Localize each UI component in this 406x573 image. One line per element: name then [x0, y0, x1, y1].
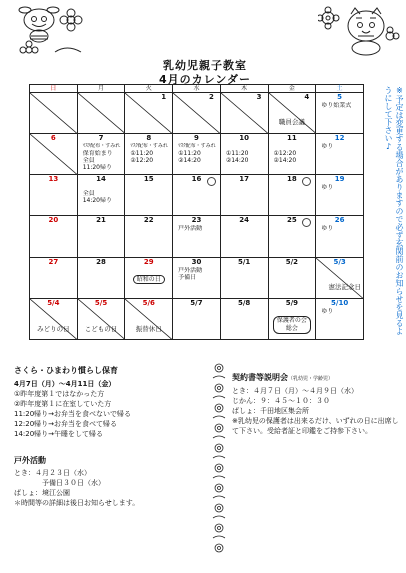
day-number: 24 [239, 216, 250, 225]
day-number: 5/10 [331, 298, 349, 307]
day-number: 5/6 [142, 298, 155, 307]
day-number: 5 [337, 93, 343, 101]
contract-line: ばしょ：千田地区集会所 [232, 407, 309, 415]
day-cell [125, 93, 173, 134]
day-number: 5/2 [285, 257, 299, 266]
day-cell [316, 93, 364, 134]
day-cell [30, 298, 78, 339]
day-number: 1 [161, 93, 167, 101]
day-cell [220, 134, 268, 175]
day-cell [268, 93, 316, 134]
event-line: 保育始まり [82, 150, 113, 158]
day-number: 14 [96, 175, 106, 184]
contract-line: ※乳幼児の保護者は出来るだけ、いずれの日に出席して下さい。受給者証と印鑑をご持参下さい。 [232, 417, 399, 435]
event-line: ①11:20 [178, 150, 201, 158]
event-line: ﾏｽｸ配布・すみれ [82, 143, 121, 150]
contract-line: じかん：９：４５～１０：３０ [232, 397, 330, 405]
event-yuri: ゆり [321, 225, 334, 233]
day-cell [316, 257, 364, 298]
event-line: ②12:20 [130, 157, 154, 165]
event-holiday: 振替休日 [135, 324, 162, 333]
day-number: 2 [208, 93, 214, 101]
day-number: 20 [48, 216, 59, 225]
calendar-week [30, 257, 364, 298]
day-cell [316, 216, 364, 257]
day-cell [173, 298, 221, 339]
day-cell [316, 175, 364, 216]
day-cell [220, 298, 268, 339]
calendar-week [30, 93, 364, 134]
sakura-line: ②昨年度第１に在室していた方 [14, 400, 112, 408]
circle-mark [302, 218, 311, 227]
sakura-heading: さくら・ひまわり慣らし保育 [14, 366, 118, 375]
day-cell [77, 257, 125, 298]
day-number: 16 [191, 175, 202, 184]
event-line: ﾏｽｸ配布・すみれ [178, 143, 216, 150]
calendar-week [30, 298, 364, 339]
calendar-week [30, 134, 364, 175]
day-cell [125, 216, 173, 257]
calendar-week [30, 216, 364, 257]
day-cell [125, 134, 173, 175]
day-cell [77, 298, 125, 339]
weekday-fri: 金 [268, 85, 316, 93]
day-cell [220, 216, 268, 257]
weekday-mon: 月 [77, 85, 125, 93]
event-holiday: みどりの日 [37, 324, 70, 333]
circle-mark [207, 177, 216, 186]
day-number: 12 [334, 134, 345, 143]
event-yuri-ceremony: ゆり始業式 [321, 102, 352, 109]
day-cell [173, 257, 221, 298]
sakura-line: ①昨年度第１ではなかった方 [14, 390, 105, 398]
day-number: 9 [194, 134, 199, 143]
tiger-flower-illustration [318, 6, 400, 56]
weekday-wed: 水 [173, 85, 221, 93]
floral-divider [208, 358, 230, 563]
day-cell [30, 257, 78, 298]
day-cell [77, 134, 125, 175]
day-cell [220, 257, 268, 298]
day-cell [268, 216, 316, 257]
event-outdoor: 戸外活動 [178, 225, 203, 233]
weekday-header-row [30, 85, 364, 93]
event-line: ①11:20 [225, 150, 249, 158]
day-number: 28 [96, 257, 106, 266]
day-number: 19 [334, 175, 345, 184]
day-number: 25 [286, 216, 297, 225]
day-cell [30, 134, 78, 175]
event-line: 11:20帰り [82, 164, 112, 172]
day-number: 30 [191, 257, 202, 266]
day-number: 21 [96, 216, 106, 225]
circle-mark [302, 177, 311, 186]
day-number: 15 [143, 175, 154, 184]
day-number: 13 [48, 175, 59, 184]
event-yuri: ゆり [321, 143, 334, 151]
outdoor-line: とき：４月２３日（水） [14, 469, 91, 477]
event-yuri: ゆり [321, 184, 334, 192]
event-line: ②14:20 [225, 157, 249, 165]
day-cell [268, 134, 316, 175]
day-cell [268, 298, 316, 339]
event-line: 戸外活動 [178, 266, 203, 274]
day-number: 4 [304, 93, 310, 101]
sakura-date: 4月7日（月）～4月11日（金） [14, 380, 116, 388]
day-number: 7 [98, 134, 104, 143]
contract-section [232, 365, 400, 436]
day-cell [77, 175, 125, 216]
day-number: 5/8 [238, 298, 251, 307]
day-cell [30, 216, 78, 257]
calendar-table [29, 84, 364, 340]
event-holiday: 昭和の日 [125, 275, 172, 284]
sakura-line: 12:20帰り→お弁当を食べて帰る [14, 420, 118, 428]
day-cell [268, 175, 316, 216]
day-number: 6 [50, 134, 56, 143]
sakura-line: 11:20帰り→お弁当を食べないで帰る [14, 410, 132, 418]
event-parents-meeting: 保護者の会 総会 [269, 316, 316, 334]
day-number: 27 [48, 257, 59, 266]
event-holiday: こどもの日 [84, 324, 118, 333]
event-line: 14:20帰り [82, 197, 112, 205]
day-cell [173, 93, 221, 134]
event-yuri: ゆり [321, 307, 334, 315]
day-cell [125, 175, 173, 216]
day-number: 10 [239, 134, 250, 143]
day-number: 22 [143, 216, 154, 225]
day-cell [77, 216, 125, 257]
day-number: 5/4 [47, 298, 60, 307]
outdoor-line: ＊時間等の詳細は後日お知らせします。 [14, 499, 140, 507]
day-cell [316, 134, 364, 175]
event-line: 全員 [82, 157, 95, 165]
weekday-tue: 火 [125, 85, 173, 93]
contract-heading-sub: （乳幼児・学齢児） [288, 376, 334, 382]
calendar-week [30, 175, 364, 216]
day-cell [220, 93, 268, 134]
day-cell [30, 175, 78, 216]
outdoor-line: 予備日３０日（水） [42, 479, 105, 487]
day-number: 8 [146, 134, 152, 143]
weekday-sat: 土 [316, 85, 364, 93]
weekday-sun: 日 [30, 85, 78, 93]
side-note: ※予定は変更する場合がありますので必ず玄関前のお知らせを見るようにして下さい♪ [384, 86, 404, 335]
day-number: 29 [143, 257, 154, 266]
contract-heading: 契約書等説明会 [232, 373, 288, 382]
event-line: 全員 [82, 190, 95, 198]
contract-heading-row [232, 365, 400, 384]
day-cell-blank [30, 93, 78, 134]
day-cell-blank [77, 93, 125, 134]
event-line: ①11:20 [130, 150, 154, 158]
day-number: 5/9 [285, 298, 299, 307]
day-number: 3 [256, 93, 262, 101]
day-cell [268, 257, 316, 298]
day-number: 23 [191, 216, 202, 225]
day-cell [125, 298, 173, 339]
contract-line: とき：４月７日（月）～４月９日（水） [232, 387, 358, 395]
day-number: 18 [286, 175, 297, 184]
event-staff-meeting: 職員会議 [278, 118, 305, 126]
day-cell [125, 257, 173, 298]
outdoor-line: ばしょ：境江公園 [14, 489, 70, 497]
sakura-line: 14:20帰り→午睡をして帰る [14, 430, 104, 438]
day-cell [316, 298, 364, 339]
outdoor-section [14, 455, 209, 508]
day-cell [220, 175, 268, 216]
outdoor-heading: 戸外活動 [14, 456, 46, 465]
event-line: ﾏｽｸ配布・すみれ [130, 143, 168, 150]
day-number: 17 [239, 175, 250, 184]
event-line: ①12:20 [273, 150, 297, 158]
title-main: 乳幼児親子教室 [163, 59, 247, 72]
day-cell [173, 134, 221, 175]
event-holiday: 憲法記念日 [328, 282, 361, 291]
day-number: 5/5 [94, 298, 108, 307]
weekday-thu: 木 [220, 85, 268, 93]
day-number: 5/1 [238, 257, 251, 266]
event-line: ②14:20 [273, 157, 297, 165]
sakura-section [14, 365, 209, 439]
bee-flower-illustration [15, 6, 89, 56]
event-line: 予備日 [178, 273, 197, 281]
title-calendar: 4月のカレンダー [159, 73, 251, 86]
day-number: 26 [334, 216, 345, 225]
day-cell [173, 175, 221, 216]
event-line: ②14:20 [178, 157, 201, 165]
day-number: 5/7 [190, 298, 203, 307]
day-number: 5/3 [333, 257, 346, 266]
day-cell [173, 216, 221, 257]
day-number: 11 [286, 134, 297, 143]
